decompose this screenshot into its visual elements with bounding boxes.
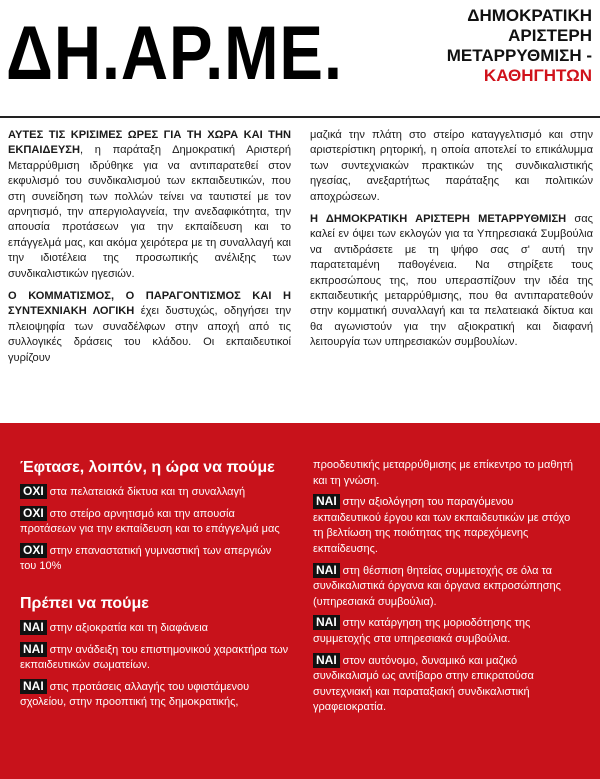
party-logo: ΔΗ.ΑΡ.ΜΕ. — [6, 11, 343, 96]
body-text: μαζικά την πλάτη στο στείρο καταγγελτισμό και στην αριστερίστικη ρητορική, η οποία αποτελεί το επικάλυμμα των συντεχνιακών πρακτικών της συνδικαλιστικής ηγεσίας, ανεξαρτήτως παράταξης και πολιτικών αποχρώσεων. — [310, 129, 593, 203]
list-item — [313, 615, 583, 647]
item-text: στη θέσπιση θητείας συμμετοχής σε όλα τα συνδικαλιστικά όργανα και όργανα εκπροσώπησης (υπηρεσιακά συμβούλια). — [313, 564, 561, 608]
right-column — [310, 128, 593, 358]
no-tag: ΟΧΙ — [20, 543, 47, 558]
yes-tag: ΝΑΙ — [313, 563, 340, 578]
item-text: στις προτάσεις αλλαγής του υφιστάμενου σχολείου, στην προοπτική της δημοκρατικής, — [20, 680, 250, 709]
continued-text: προοδευτικής μεταρρύθμισης με επίκεντρο το μαθητή και τη γνώση. — [313, 459, 574, 487]
party-full-name — [447, 6, 592, 86]
lead-in: Ο ΚΟΜΜΑΤΙΣΜΟΣ, Ο ΠΑΡΑΓΟΝΤΙΣΜΟΣ ΚΑΙ Η ΣΥΝΤΕΧΝΙΑΚΗ ΛΟΓΙΚΗ — [8, 290, 291, 318]
yes-tag: ΝΑΙ — [20, 642, 47, 657]
body-text: έχει δυστυχώς, οδηγήσει την πλειοψηφία των συναδέλφων στην αποχή από τις συλλογικές δράσεις του κλάδου. Οι εκπαιδευτικοί γυρίζουν — [8, 305, 291, 364]
subtitle-line-4: ΚΑΘΗΓΗΤΩΝ — [483, 66, 592, 85]
list-item — [20, 506, 290, 538]
left-column — [8, 128, 291, 373]
item-text: στα πελατειακά δίκτυα και τη συναλλαγή — [49, 486, 246, 498]
subtitle-line-2: ΑΡΙΣΤΕΡΗ — [508, 26, 592, 45]
heading-say-no: Έφτασε, λοιπόν, η ώρα να πούμε — [20, 459, 275, 476]
slogan-left-column — [20, 458, 290, 716]
masthead — [0, 0, 600, 118]
list-item — [313, 563, 583, 611]
item-text: στον αυτόνομο, δυναμικό και μαζικό συνδικαλισμό ως αντίβαρο στην επικρατούσα συντεχνιακή και παραταξιακή συνδικαλιστική γραφειοκρατία. — [313, 654, 534, 714]
yes-tag: ΝΑΙ — [313, 494, 340, 509]
no-tag: ΟΧΙ — [20, 484, 47, 499]
item-text: στην κατάργηση της μοριοδότησης της συμμετοχής στα υπηρεσιακά συμβούλια. — [313, 617, 531, 645]
no-tag: ΟΧΙ — [20, 506, 47, 521]
subtitle-line-1: ΔΗΜΟΚΡΑΤΙΚΗ — [467, 6, 592, 25]
yes-tag: ΝΑΙ — [20, 620, 47, 635]
list-item — [20, 642, 290, 674]
list-item — [313, 653, 583, 716]
item-text: στο στείρο αρνητισμό και την απουσία προτάσεων για την εκπαίδευση και το επάγγελμά μας — [20, 507, 280, 536]
item-text: στην αξιοκρατία και τη διαφάνεια — [49, 621, 209, 634]
slogan-right-column — [313, 458, 583, 721]
yes-tag: ΝΑΙ — [20, 679, 47, 694]
list-item — [20, 679, 290, 711]
paragraph — [310, 212, 593, 351]
lead-in: ΑΥΤΕΣ ΤΙΣ ΚΡΙΣΙΜΕΣ ΩΡΕΣ ΓΙΑ ΤΗ ΧΩΡΑ ΚΑΙ ΤΗΝ ΕΚΠΑΙΔΕΥΣΗ — [8, 129, 291, 157]
paragraph — [8, 289, 291, 366]
paragraph — [8, 128, 291, 282]
item-text: στην επαναστατική γυμναστική των απεργιών του 10% — [20, 544, 272, 573]
item-text: στην ανάδειξη του επιστημονικού χαρακτήρα των εκπαιδευτικών σωματείων. — [20, 643, 289, 672]
item-text: στην αξιολόγηση του παραγόμενου εκπαιδευτικού έργου και των εκπαιδευτικών με στόχο τη βελτίωση της ποιότητας της παρεχόμενης εκπαίδευσης. — [313, 496, 571, 555]
list-item — [20, 620, 290, 637]
paragraph — [310, 128, 593, 205]
list-item — [20, 543, 290, 575]
subtitle-line-3: ΜΕΤΑΡΡΥΘΜΙΣΗ - — [446, 46, 592, 65]
heading-must-say: Πρέπει να πούμε — [20, 594, 149, 612]
header-divider — [0, 116, 600, 118]
list-item — [20, 484, 290, 501]
slogan-box — [0, 423, 600, 779]
yes-tag: ΝΑΙ — [313, 615, 340, 630]
list-item — [313, 494, 583, 557]
body-text: , η παράταξη Δημοκρατική Αριστερή Μεταρρύθμιση ιδρύθηκε για να αντιπαρατεθεί στον εκφυλισμό του συνδικαλισμού των εκπαιδευτικών, που στη συνείδηση των πολλών τείνει να ταυτιστεί με τον αρνητισμό, την απεργιολαγνεία, την ανεδαφικότητα, την απουσία προτάσεων για την εκπαίδευση και το επάγγελμά μας, και ακόμα χειρότερα με τη συναλλαγή και την ιδιοτέλεια της προσωπικής ανέλιξης των συνδικαλιστικών ηγεσιών. — [8, 144, 291, 280]
lead-in: Η ΔΗΜΟΚΡΑΤΙΚΗ ΑΡΙΣΤΕΡΗ ΜΕΤΑΡΡΥΘΜΙΣΗ — [310, 213, 567, 226]
body-text: σας καλεί εν όψει των εκλογών για τα Υπηρεσιακά Συμβούλια να αντιδράσετε με τη ψήφο σας σ' αυτή την παρατεταμένη παθογένεια. Να στηρίξετε τους εκπροσώπους της, που υπερασπίζουν την ιδέα της εκπαιδευτικής μεταρρύθμισης, που θα αντιπαρατεθούν στην κομματική συναλλαγή και τα πελατειακά δίκτυα και θα αγωνιστούν για την αξιοκρατική και διαφανή λειτουργία των υπηρεσιακών συμβουλίων. — [310, 213, 593, 349]
yes-tag: ΝΑΙ — [313, 653, 340, 668]
